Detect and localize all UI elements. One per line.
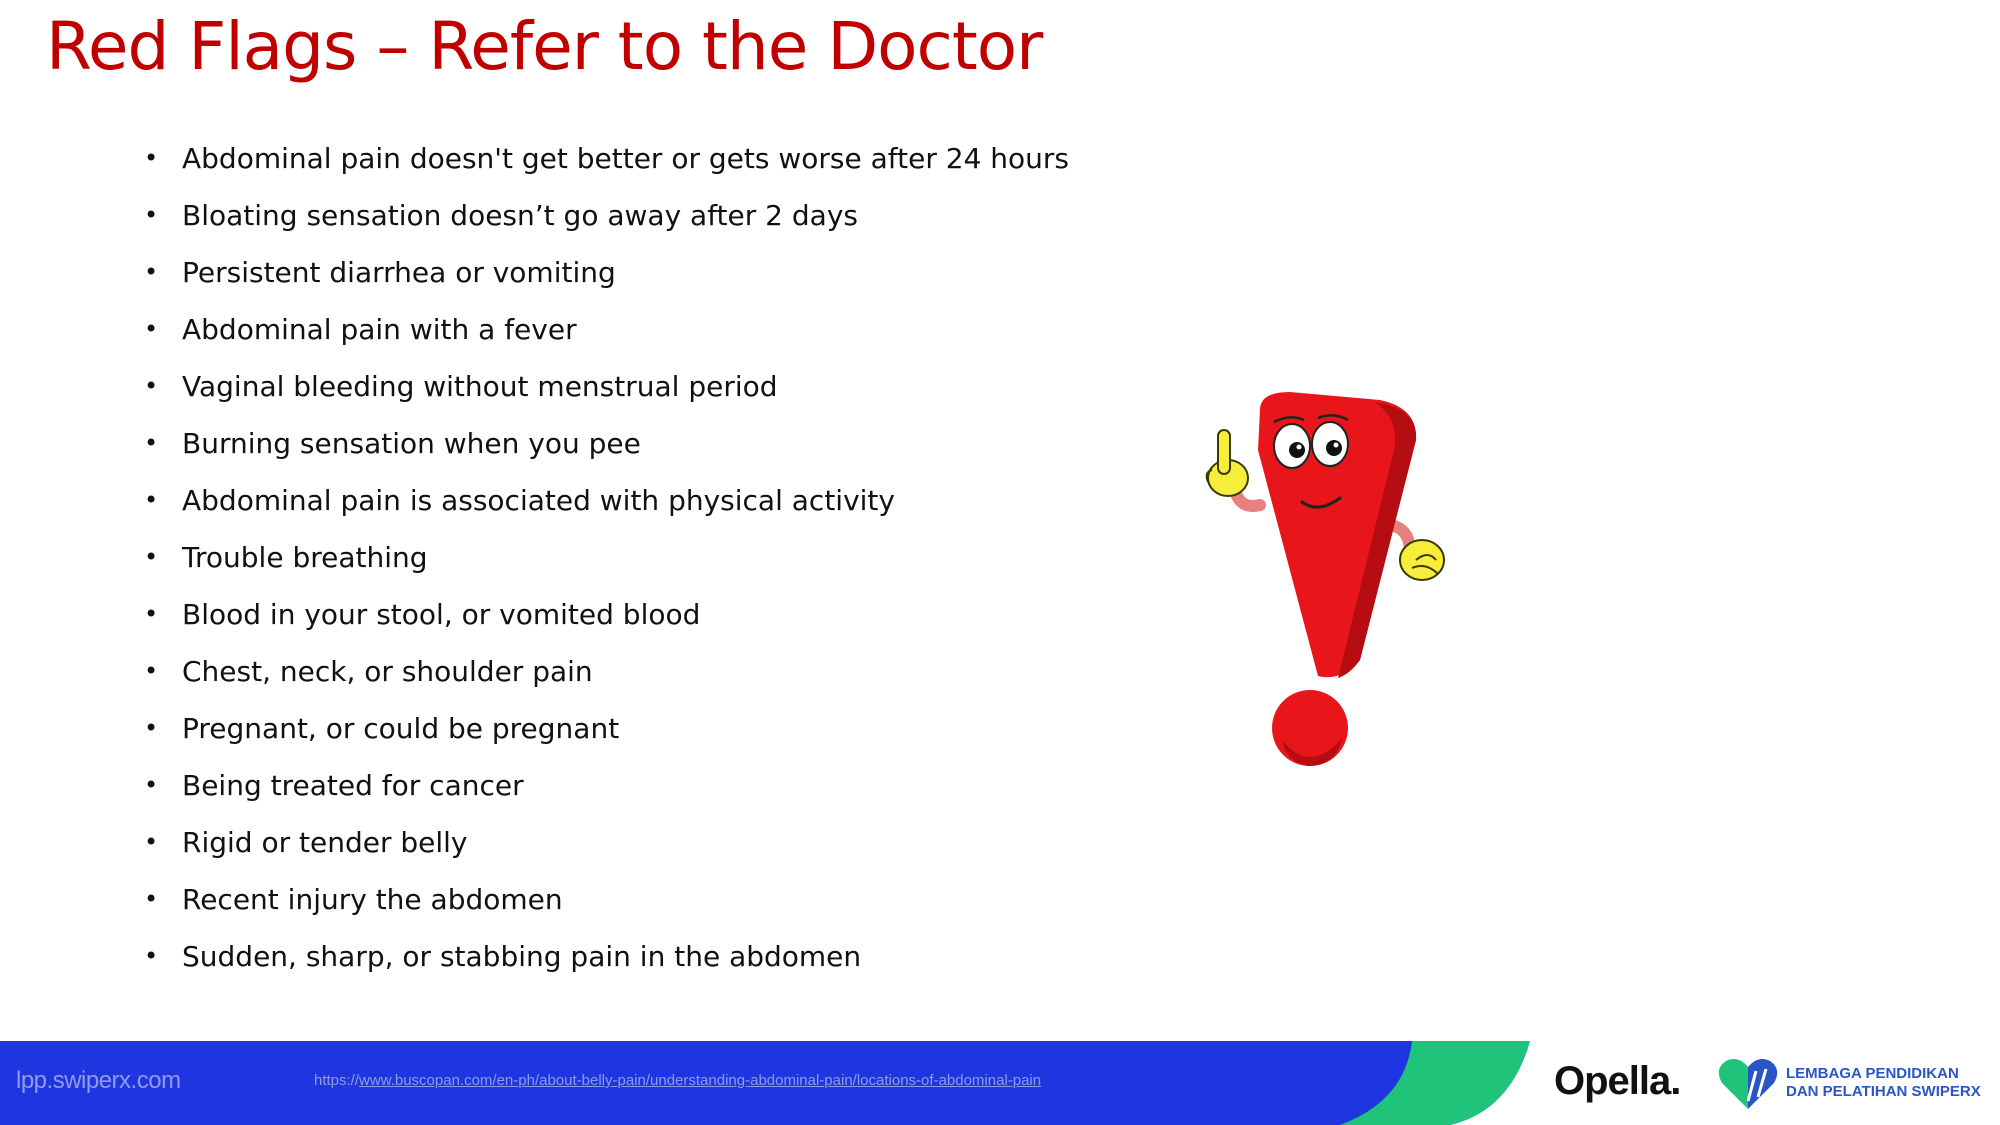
list-item bbox=[142, 472, 1069, 529]
red-flags-list bbox=[142, 130, 1069, 985]
institution-name: LEMBAGA PENDIDIKAN DAN PELATIHAN SWIPERX bbox=[1786, 1065, 1981, 1100]
list-item bbox=[142, 586, 1069, 643]
bullet-icon: • bbox=[144, 315, 159, 343]
list-item-text: Persistent diarrhea or vomiting bbox=[182, 256, 616, 289]
slide-title: Red Flags – Refer to the Doctor bbox=[46, 8, 1043, 85]
list-item-text: Blood in your stool, or vomited blood bbox=[182, 598, 701, 631]
list-item-text: Bloating sensation doesn’t go away after 2 days bbox=[182, 199, 858, 232]
bullet-icon: • bbox=[144, 372, 159, 400]
list-item-text: Trouble breathing bbox=[182, 541, 428, 574]
bullet-icon: • bbox=[144, 942, 159, 970]
list-item-text: Vaginal bleeding without menstrual period bbox=[182, 370, 778, 403]
bullet-icon: • bbox=[144, 486, 159, 514]
list-item bbox=[142, 301, 1069, 358]
list-item bbox=[142, 358, 1069, 415]
footer bbox=[0, 1041, 2000, 1125]
list-item-text: Being treated for cancer bbox=[182, 769, 524, 802]
list-item bbox=[142, 757, 1069, 814]
list-item bbox=[142, 700, 1069, 757]
list-item bbox=[142, 187, 1069, 244]
list-item-text: Pregnant, or could be pregnant bbox=[182, 712, 620, 745]
list-item-text: Sudden, sharp, or stabbing pain in the abdomen bbox=[182, 940, 862, 973]
list-item bbox=[142, 814, 1069, 871]
bullet-icon: • bbox=[144, 429, 159, 457]
list-item-text: Rigid or tender belly bbox=[182, 826, 468, 859]
source-link[interactable]: https://www.buscopan.com/en-ph/about-belly-pain/understanding-abdominal-pain/locations-of-abdominal-pain bbox=[314, 1072, 1042, 1089]
bullet-icon: • bbox=[144, 258, 159, 286]
list-item bbox=[142, 643, 1069, 700]
list-item-text: Abdominal pain is associated with physical activity bbox=[182, 484, 895, 517]
list-item-text: Recent injury the abdomen bbox=[182, 883, 563, 916]
bullet-icon: • bbox=[144, 828, 159, 856]
bullet-icon: • bbox=[144, 144, 159, 172]
exclamation-mark-cartoon-icon bbox=[1190, 390, 1460, 780]
footer-site-url[interactable]: lpp.swiperx.com bbox=[16, 1067, 181, 1094]
list-item-text: Abdominal pain with a fever bbox=[182, 313, 577, 346]
bullet-icon: • bbox=[144, 543, 159, 571]
list-item-text: Abdominal pain doesn't get better or gets worse after 24 hours bbox=[182, 142, 1070, 175]
list-item bbox=[142, 244, 1069, 301]
list-item-text: Chest, neck, or shoulder pain bbox=[182, 655, 593, 688]
bullet-icon: • bbox=[144, 657, 159, 685]
swiperx-heart-logo-icon bbox=[1718, 1057, 1778, 1111]
list-item bbox=[142, 871, 1069, 928]
list-item-text: Burning sensation when you pee bbox=[182, 427, 641, 460]
bullet-icon: • bbox=[144, 201, 159, 229]
list-item bbox=[142, 130, 1069, 187]
opella-logo: Opella. bbox=[1554, 1059, 1681, 1103]
list-item bbox=[142, 529, 1069, 586]
bullet-icon: • bbox=[144, 771, 159, 799]
bullet-icon: • bbox=[144, 600, 159, 628]
bullet-icon: • bbox=[144, 714, 159, 742]
bullet-icon: • bbox=[144, 885, 159, 913]
list-item bbox=[142, 928, 1069, 985]
list-item bbox=[142, 415, 1069, 472]
